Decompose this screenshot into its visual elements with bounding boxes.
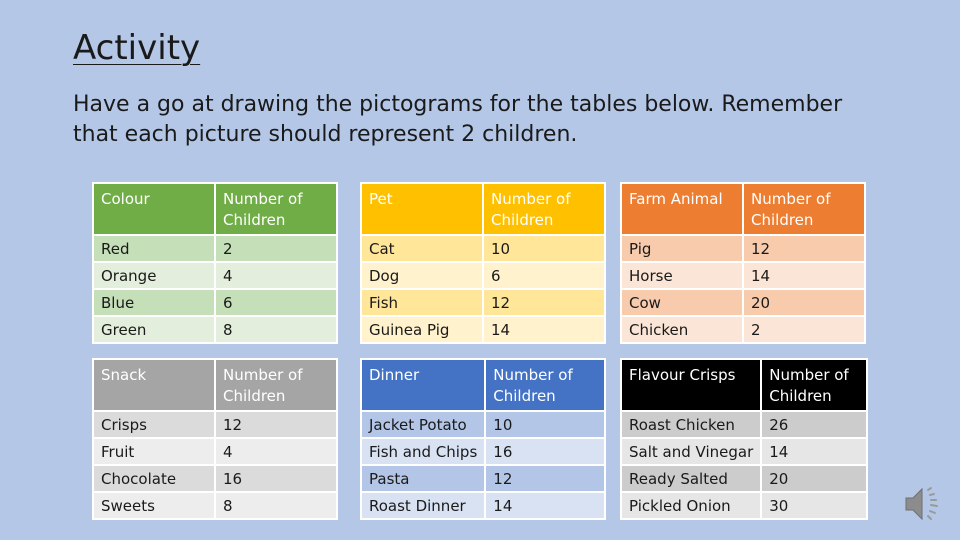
count-cell: 14 <box>761 438 867 465</box>
category-cell: Horse <box>621 262 743 289</box>
table-row <box>621 235 865 262</box>
header-cell: Pet <box>361 183 483 235</box>
category-cell: Fruit <box>93 438 215 465</box>
table-row <box>93 289 337 316</box>
count-cell: 2 <box>743 316 865 343</box>
category-cell: Pasta <box>361 465 485 492</box>
table-row <box>93 492 337 519</box>
table-header-row <box>361 359 605 411</box>
table-row <box>93 465 337 492</box>
header-cell: Number of Children <box>215 183 337 235</box>
category-cell: Ready Salted <box>621 465 761 492</box>
category-cell: Blue <box>93 289 215 316</box>
colour-table <box>92 182 338 344</box>
table-row <box>621 316 865 343</box>
table-row <box>93 411 337 438</box>
category-cell: Fish and Chips <box>361 438 485 465</box>
slide-title: Activity <box>73 28 201 68</box>
count-cell: 12 <box>485 465 605 492</box>
table-header-row <box>621 183 865 235</box>
table-row <box>361 438 605 465</box>
count-cell: 16 <box>215 465 337 492</box>
category-cell: Fish <box>361 289 483 316</box>
table-row <box>621 465 867 492</box>
category-cell: Roast Dinner <box>361 492 485 519</box>
category-cell: Cow <box>621 289 743 316</box>
pet-table <box>360 182 606 344</box>
count-cell: 16 <box>485 438 605 465</box>
table-row <box>361 465 605 492</box>
header-cell: Number of Children <box>215 359 337 411</box>
category-cell: Salt and Vinegar <box>621 438 761 465</box>
count-cell: 10 <box>485 411 605 438</box>
count-cell: 12 <box>743 235 865 262</box>
count-cell: 4 <box>215 262 337 289</box>
table-header-row <box>621 359 867 411</box>
count-cell: 8 <box>215 316 337 343</box>
farm-animal-table <box>620 182 866 344</box>
table-header-row <box>93 183 337 235</box>
count-cell: 6 <box>215 289 337 316</box>
count-cell: 14 <box>483 316 605 343</box>
table-row <box>361 289 605 316</box>
table-row <box>621 411 867 438</box>
count-cell: 14 <box>485 492 605 519</box>
count-cell: 4 <box>215 438 337 465</box>
header-cell: Farm Animal <box>621 183 743 235</box>
count-cell: 2 <box>215 235 337 262</box>
category-cell: Red <box>93 235 215 262</box>
category-cell: Chicken <box>621 316 743 343</box>
category-cell: Roast Chicken <box>621 411 761 438</box>
table-row <box>621 492 867 519</box>
category-cell: Dog <box>361 262 483 289</box>
header-cell: Number of Children <box>761 359 867 411</box>
count-cell: 14 <box>743 262 865 289</box>
header-cell: Flavour Crisps <box>621 359 761 411</box>
speaker-icon[interactable] <box>902 484 946 524</box>
category-cell: Pig <box>621 235 743 262</box>
instructions-text: Have a go at drawing the pictograms for the tables below. Remember that each picture should represent 2 children. <box>73 92 843 147</box>
table-row <box>361 492 605 519</box>
table-row <box>361 235 605 262</box>
count-cell: 10 <box>483 235 605 262</box>
category-cell: Pickled Onion <box>621 492 761 519</box>
category-cell: Jacket Potato <box>361 411 485 438</box>
table-row <box>93 235 337 262</box>
dinner-table <box>360 358 606 520</box>
table-row <box>93 316 337 343</box>
category-cell: Crisps <box>93 411 215 438</box>
category-cell: Green <box>93 316 215 343</box>
table-row <box>621 289 865 316</box>
table-row <box>361 262 605 289</box>
snack-table <box>92 358 338 520</box>
header-cell: Dinner <box>361 359 485 411</box>
table-header-row <box>361 183 605 235</box>
header-cell: Snack <box>93 359 215 411</box>
table-row <box>361 411 605 438</box>
count-cell: 26 <box>761 411 867 438</box>
table-row <box>93 262 337 289</box>
table-row <box>621 438 867 465</box>
category-cell: Cat <box>361 235 483 262</box>
category-cell: Sweets <box>93 492 215 519</box>
header-cell: Number of Children <box>485 359 605 411</box>
count-cell: 8 <box>215 492 337 519</box>
header-cell: Number of Children <box>483 183 605 235</box>
category-cell: Guinea Pig <box>361 316 483 343</box>
header-cell: Colour <box>93 183 215 235</box>
table-row <box>93 438 337 465</box>
header-cell: Number of Children <box>743 183 865 235</box>
count-cell: 6 <box>483 262 605 289</box>
table-row <box>621 262 865 289</box>
count-cell: 12 <box>215 411 337 438</box>
table-header-row <box>93 359 337 411</box>
count-cell: 30 <box>761 492 867 519</box>
table-row <box>361 316 605 343</box>
flavour-crisps-table <box>620 358 868 520</box>
count-cell: 20 <box>761 465 867 492</box>
count-cell: 12 <box>483 289 605 316</box>
count-cell: 20 <box>743 289 865 316</box>
category-cell: Chocolate <box>93 465 215 492</box>
category-cell: Orange <box>93 262 215 289</box>
